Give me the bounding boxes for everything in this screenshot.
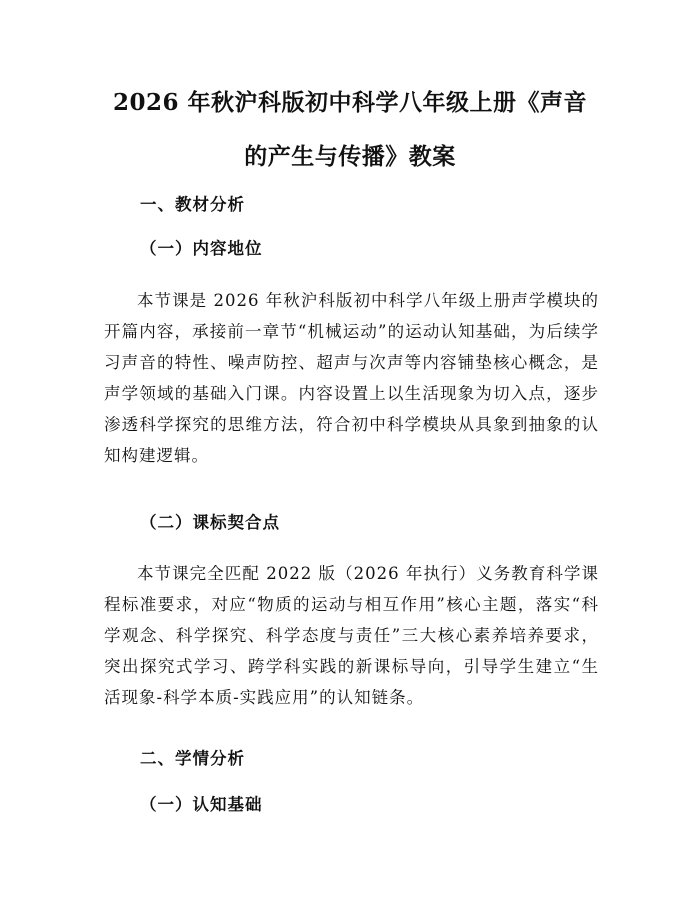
paragraph-content-position: 本节课是 2026 年秋沪科版初中科学八年级上册声学模块的开篇内容，承接前一章节“机械运动”的运动认知基础，为后续学习声音的特性、噪声防控、超声与次声等内容铺垫核心概念，是声学领域的基础入门课。内容设置上以生活现象为切入点，逐步渗透科学探究的思维方法，符合初中科学模块从具象到抽象的认知构建逻辑。 <box>104 291 599 465</box>
document-title-line-2: 的产生与传播》教案 <box>244 143 456 170</box>
section-heading-textbook-analysis: 一、教材分析 <box>140 195 245 214</box>
subsection-heading-cognitive-foundation: （一）认知基础 <box>140 795 263 814</box>
paragraph-curriculum-alignment: 本节课完全匹配 2022 版（2026 年执行）义务教育科学课程标准要求，对应“物质的运动与相互作用”核心主题，落实“科学观念、科学探究、科学态度与责任”三大核心素养培养要求，突出探究式学习、跨学科实践的新课标导向，引导学生建立“生活现象-科学本质-实践应用”的认知链条。 <box>104 564 599 707</box>
subsection-heading-curriculum-alignment: （二）课标契合点 <box>140 513 280 532</box>
section-heading-learner-analysis: 二、学情分析 <box>140 749 245 768</box>
document-title-line-1: 2026 年秋沪科版初中科学八年级上册《声音 <box>112 89 588 116</box>
subsection-heading-content-position: （一）内容地位 <box>140 239 263 258</box>
